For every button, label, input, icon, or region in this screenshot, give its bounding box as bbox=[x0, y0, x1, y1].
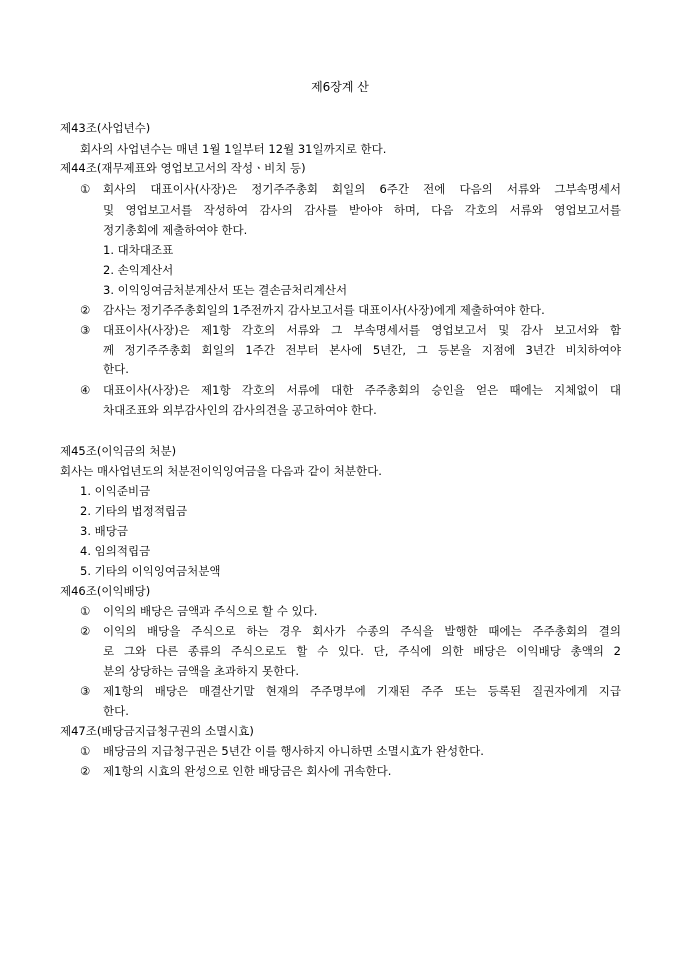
article-44-p1-line: 정기총회에 제출하여야 한다. bbox=[103, 223, 248, 237]
article-44-p3-line: 한다. bbox=[103, 362, 129, 376]
article-46-p2-line: 로 그와 다른 종류의 주식으로도 할 수 있다. 단, 주식에 의한 배당은 이익배당 총액의 2 bbox=[103, 644, 621, 658]
article-44-p4-line: 대표이사(사장)은 제1항 각호의 서류에 대한 주주총회의 승인을 얻은 때에는 지체없이 대 bbox=[103, 383, 621, 397]
article-44-p3-line: 께 정기주주총회 회일의 1주간 전부터 본사에 5년간, 그 등본을 지점에 3년간 비치하여야 bbox=[103, 343, 621, 357]
article-45-heading: 제45조(이익금의 처분) bbox=[60, 444, 177, 458]
list-item: 3. 배당금 bbox=[80, 524, 128, 538]
article-46-p1-line: 이익의 배당은 금액과 주식으로 할 수 있다. bbox=[103, 604, 318, 618]
article-46-p2-line: 이익의 배당을 주식으로 하는 경우 회사가 수종의 주식을 발행한 때에는 주주총회의 결의 bbox=[103, 624, 621, 638]
list-item: 5. 기타의 이익잉여금처분액 bbox=[80, 564, 221, 578]
article-46-p3-line: 제1항의 배당은 매결산기말 현재의 주주명부에 기재된 주주 또는 등록된 질권자에게 지급 bbox=[103, 684, 621, 698]
paragraph-marker: ④ bbox=[80, 383, 91, 397]
article-46-heading: 제46조(이익배당) bbox=[60, 584, 151, 598]
article-43-body: 회사의 사업년수는 매년 1월 1일부터 12월 31일까지로 한다. bbox=[80, 142, 387, 156]
chapter-title: 제6장계 산 bbox=[311, 80, 369, 94]
article-44-heading: 제44조(재무제표와 영업보고서의 작성ㆍ비치 등) bbox=[60, 161, 306, 175]
article-44-p1-line: 회사의 대표이사(사장)은 정기주주총회 회일의 6주간 전에 다음의 서류와 그부속명세서 bbox=[103, 182, 621, 196]
article-47-p1-line: 배당금의 지급청구권은 5년간 이를 행사하지 아니하면 소멸시효가 완성한다. bbox=[103, 744, 484, 758]
article-46-p3-line: 한다. bbox=[103, 704, 129, 718]
list-item: 1. 대차대조표 bbox=[103, 243, 174, 257]
article-43-heading: 제43조(사업년수) bbox=[60, 121, 151, 135]
article-44-p3-line: 대표이사(사장)은 제1항 각호의 서류와 그 부속명세서를 영업보고서 및 감사 보고서와 함 bbox=[103, 323, 621, 337]
list-item: 2. 기타의 법정적립금 bbox=[80, 504, 188, 518]
list-item: 2. 손익계산서 bbox=[103, 263, 174, 277]
paragraph-marker: ② bbox=[80, 303, 91, 317]
paragraph-marker: ① bbox=[80, 604, 91, 618]
paragraph-marker: ③ bbox=[80, 323, 91, 337]
paragraph-marker: ① bbox=[80, 182, 91, 196]
list-item: 3. 이익잉여금처분계산서 또는 결손금처리계산서 bbox=[103, 283, 348, 297]
article-47-heading: 제47조(배당금지급청구권의 소멸시효) bbox=[60, 724, 254, 738]
paragraph-marker: ① bbox=[80, 744, 91, 758]
paragraph-marker: ② bbox=[80, 624, 91, 638]
article-45-body: 회사는 매사업년도의 처분전이익잉여금을 다음과 같이 처분한다. bbox=[60, 464, 382, 478]
article-44-p2-line: 감사는 정기주주총회일의 1주전까지 감사보고서를 대표이사(사장)에게 제출하여야 한다. bbox=[103, 303, 545, 317]
paragraph-marker: ③ bbox=[80, 684, 91, 698]
article-44-p1-line: 및 영업보고서를 작성하여 감사의 감사를 받아야 하며, 다음 각호의 서류와 영업보고서를 bbox=[103, 203, 621, 217]
list-item: 4. 임의적립금 bbox=[80, 544, 151, 558]
paragraph-marker: ② bbox=[80, 764, 91, 778]
article-44-p4-line: 차대조표와 외부감사인의 감사의견을 공고하여야 한다. bbox=[103, 403, 377, 417]
article-46-p2-line: 분의 상당하는 금액을 초과하지 못한다. bbox=[103, 664, 300, 678]
article-47-p2-line: 제1항의 시효의 완성으로 인한 배당금은 회사에 귀속한다. bbox=[103, 764, 392, 778]
list-item: 1. 이익준비금 bbox=[80, 484, 151, 498]
